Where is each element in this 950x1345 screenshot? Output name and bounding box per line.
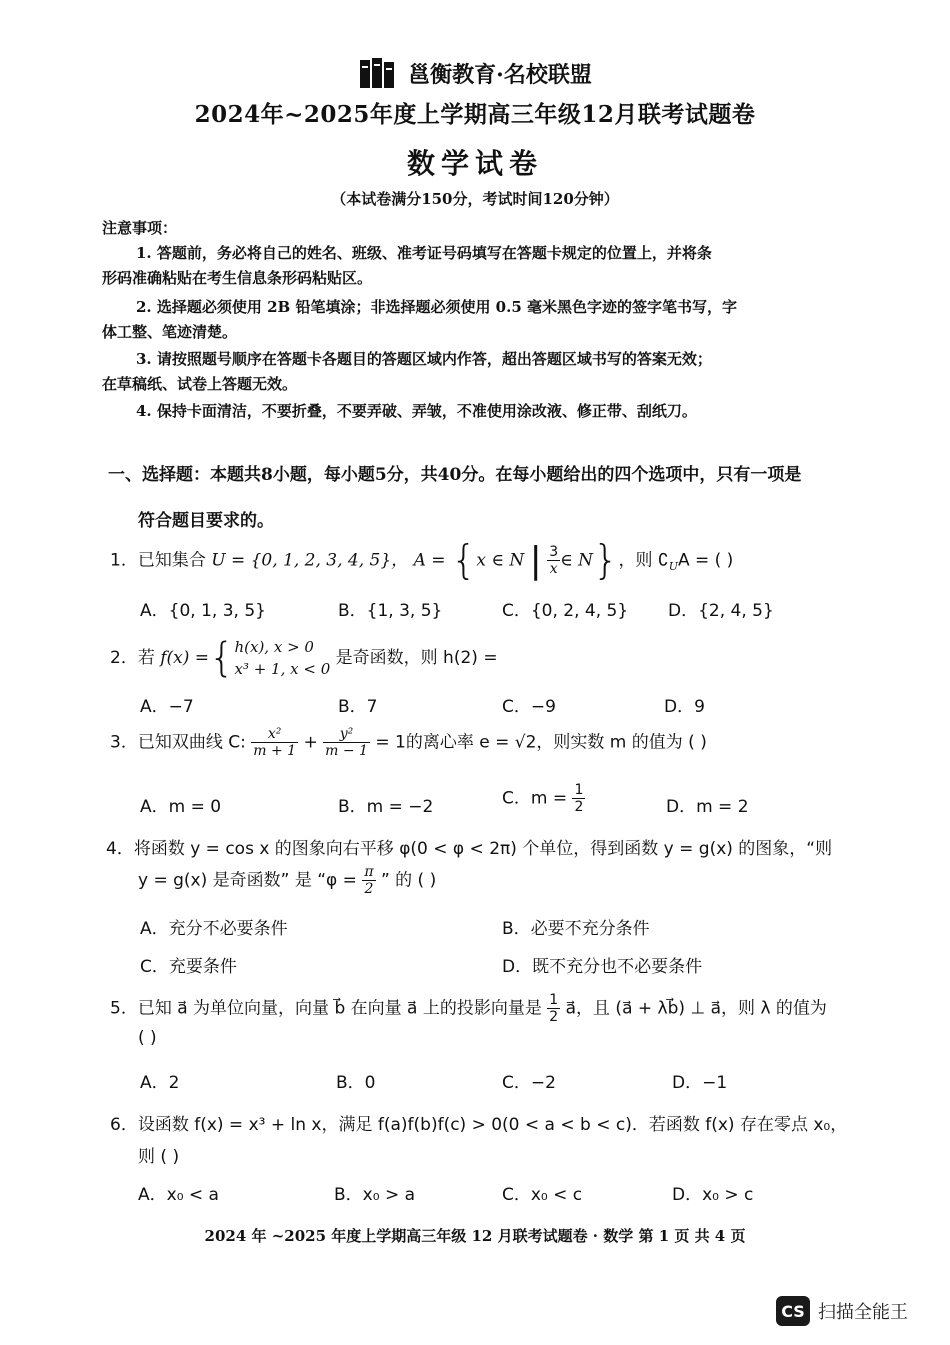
exam-title: 2024年~2025年度上学期高三年级12月联考试题卷 bbox=[194, 101, 756, 128]
q6-option-a: A．x₀ < a bbox=[138, 1185, 219, 1205]
q3-prefix: 3．已知双曲线 C: bbox=[110, 732, 246, 753]
left-brace-icon: { bbox=[450, 537, 477, 584]
fraction-denominator: m − 1 bbox=[325, 743, 368, 759]
q3-option-c bbox=[502, 782, 585, 815]
q5-line1-pre: 5．已知 a⃗ 为单位向量，向量 b⃗ 在向量 a⃗ 上的投影向量是 bbox=[110, 998, 542, 1019]
left-brace-icon: { bbox=[209, 635, 235, 681]
q3-plus: + bbox=[303, 732, 318, 753]
section-heading: 一、选择题：本题共8小题，每小题5分，共40分。在每小题给出的四个选项中，只有一项是 bbox=[108, 465, 802, 485]
q2-option-d: D．9 bbox=[664, 697, 705, 717]
q2-option-a: A．−7 bbox=[140, 697, 194, 717]
q5-fraction bbox=[547, 992, 560, 1025]
q3-fraction-1 bbox=[251, 726, 298, 759]
question-3 bbox=[110, 726, 707, 759]
q5-option-d: D．−1 bbox=[672, 1073, 728, 1093]
page-footer: 2024 年 ~2025 年度上学期高三年级 12 月联考试题卷 · 数学 第 1 页 共 4 页 bbox=[204, 1227, 746, 1245]
notice-line: 4. 保持卡面清洁，不要折叠，不要弄破、弄皱，不准使用涂改液、修正带、刮纸刀。 bbox=[136, 402, 697, 420]
question-1 bbox=[110, 537, 734, 584]
q3-option-c-label: C．m = bbox=[502, 788, 568, 809]
bar-icon: | bbox=[529, 540, 542, 581]
q5-option-b: B．0 bbox=[336, 1073, 376, 1093]
fraction-numerator: 3 bbox=[549, 544, 559, 560]
question-2 bbox=[110, 636, 498, 680]
notice-line: 在草稿纸、试卷上答题无效。 bbox=[102, 375, 298, 393]
q1-option-a: A．{0, 1, 3, 5} bbox=[140, 601, 266, 621]
q4-line2-post: ” 的 ( ) bbox=[380, 870, 437, 891]
q1-set-a-element: x ∈ N bbox=[476, 550, 525, 571]
notice-line: 形码准确粘贴在考生信息条形码粘贴区。 bbox=[102, 269, 373, 287]
notice-line: 1. 答题前，务必将自己的姓名、班级、准考证号码填写在答题卡规定的位置上，并将条 bbox=[136, 244, 712, 262]
q3-suffix: 的离心率 e = √2，则实数 m 的值为 ( ) bbox=[405, 732, 707, 753]
q2-option-c: C．−9 bbox=[502, 697, 556, 717]
q1-set-a-cond: ∈ N bbox=[560, 550, 593, 571]
q2-cases bbox=[234, 636, 330, 680]
watermark-text: 扫描全能王 bbox=[818, 1302, 908, 1323]
q1-set-u: U = {0, 1, 2, 3, 4, 5}， bbox=[211, 550, 409, 571]
q4-option-a: A．充分不必要条件 bbox=[140, 919, 288, 939]
question-4-line-1: 4．将函数 y = cos x 的图象向右平移 φ(0 < φ < 2π) 个单位，得到函数 y = g(x) 的图象，“则 bbox=[106, 839, 833, 859]
exam-meta: （本试卷满分150分，考试时间120分钟） bbox=[331, 190, 619, 208]
q3-equals: = 1 bbox=[375, 732, 406, 753]
subject-title: 数学试卷 bbox=[406, 147, 543, 180]
fraction-numerator: π bbox=[364, 864, 374, 880]
fraction-denominator: x bbox=[549, 561, 558, 577]
fraction-denominator: 2 bbox=[549, 1009, 559, 1025]
q1-prefix: 1．已知集合 bbox=[110, 550, 206, 571]
q1-option-d: D．{2, 4, 5} bbox=[668, 601, 774, 621]
q1-option-b: B．{1, 3, 5} bbox=[338, 601, 443, 621]
q6-option-d: D．x₀ > c bbox=[672, 1185, 754, 1205]
notice-line: 2. 选择题必须使用 2B 铅笔填涂；非选择题必须使用 0.5 毫米黑色字迹的签字笔书写，字 bbox=[136, 298, 737, 316]
q1-suffix2: A = ( ) bbox=[677, 550, 734, 571]
q2-option-b: B．7 bbox=[338, 697, 378, 717]
fraction-denominator: 2 bbox=[574, 799, 584, 815]
q2-case-2: x³ + 1, x < 0 bbox=[234, 660, 331, 678]
fraction-numerator: y² bbox=[323, 726, 370, 743]
camscanner-icon: CS bbox=[776, 1296, 810, 1326]
q3-option-d: D．m = 2 bbox=[666, 797, 749, 817]
fraction-numerator: 1 bbox=[549, 992, 559, 1008]
question-5-line-1 bbox=[110, 992, 827, 1025]
q6-option-c: C．x₀ < c bbox=[502, 1185, 583, 1205]
notice-title: 注意事项： bbox=[102, 219, 178, 237]
brand-header bbox=[0, 56, 950, 90]
question-6-line-2: 则 ( ) bbox=[138, 1147, 180, 1167]
q1-fraction bbox=[547, 544, 560, 577]
fraction-denominator: 2 bbox=[364, 881, 374, 897]
books-logo-icon bbox=[358, 56, 398, 90]
scanner-watermark bbox=[776, 1296, 908, 1326]
notice-line: 体工整、笔迹清楚。 bbox=[102, 323, 238, 341]
fraction-numerator: x² bbox=[251, 726, 298, 743]
q3-option-c-fraction bbox=[572, 782, 585, 815]
question-5-line-2: ( ) bbox=[138, 1028, 157, 1048]
q1-suffix: ，则 ∁ bbox=[618, 550, 669, 571]
q3-option-b: B．m = −2 bbox=[338, 797, 434, 817]
fraction-numerator: 1 bbox=[574, 782, 584, 798]
q4-option-c: C．充要条件 bbox=[140, 957, 237, 977]
right-brace-icon: } bbox=[593, 537, 619, 584]
q4-option-b: B．必要不充分条件 bbox=[502, 919, 650, 939]
q5-line1-post: a⃗，且 (a⃗ + λb⃗) ⊥ a⃗，则 λ 的值为 bbox=[565, 998, 827, 1019]
q1-subscript: U bbox=[668, 559, 678, 573]
q2-prefix: 2．若 bbox=[110, 648, 155, 668]
q6-option-b: B．x₀ > a bbox=[334, 1185, 416, 1205]
q3-fraction-2 bbox=[323, 726, 370, 759]
brand-name: 邕衡教育·名校联盟 bbox=[408, 61, 592, 88]
section-heading-cont: 符合题目要求的。 bbox=[138, 511, 274, 531]
fraction-denominator: m + 1 bbox=[253, 743, 297, 759]
question-4-line-2 bbox=[138, 864, 436, 897]
q4-line2-pre: y = g(x) 是奇函数” 是 “φ = bbox=[138, 870, 357, 891]
q4-option-d: D．既不充分也不必要条件 bbox=[502, 957, 703, 977]
q4-fraction bbox=[362, 864, 375, 897]
q2-function: f(x) = bbox=[160, 648, 210, 668]
q2-suffix: 是奇函数，则 h(2) = bbox=[335, 648, 498, 668]
q3-option-a: A．m = 0 bbox=[140, 797, 222, 817]
question-6-line-1: 6．设函数 f(x) = x³ + ln x，满足 f(a)f(b)f(c) > 0(0 < a < b < c)．若函数 f(x) 存在零点 x₀， bbox=[110, 1115, 848, 1135]
notice-line: 3. 请按照题号顺序在答题卡各题目的答题区域内作答，超出答题区域书写的答案无效； bbox=[136, 350, 712, 368]
q5-option-a: A．2 bbox=[140, 1073, 180, 1093]
q1-set-a-label: A = bbox=[413, 550, 446, 571]
q1-option-c: C．{0, 2, 4, 5} bbox=[502, 601, 629, 621]
q2-case-1: h(x), x > 0 bbox=[234, 638, 314, 656]
q5-option-c: C．−2 bbox=[502, 1073, 556, 1093]
